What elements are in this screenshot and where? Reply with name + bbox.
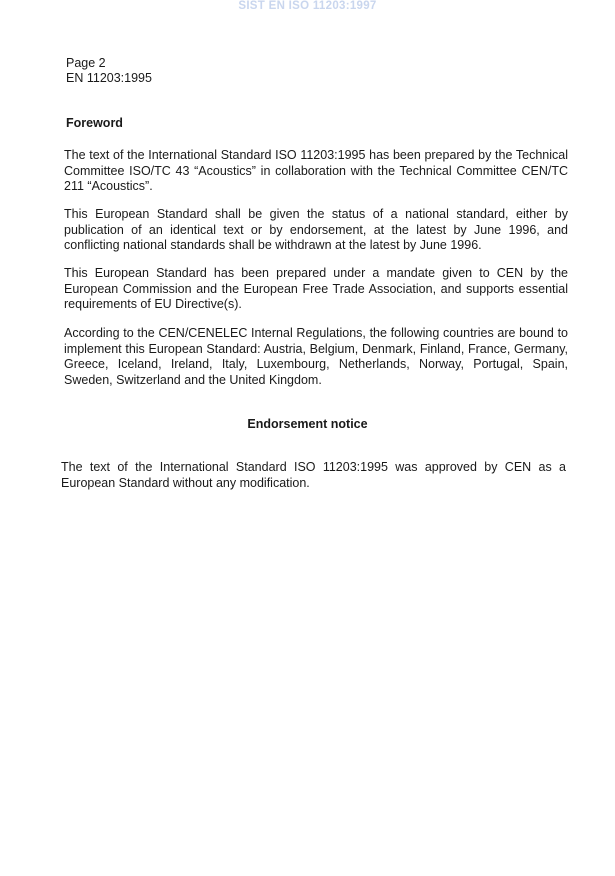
foreword-paragraph: According to the CEN/CENELEC Internal Regulations, the following countries are bound to implement this European Standard: Austria, Belgium, Denmark, Finland, France, Germany, Greece, Iceland, Ireland, Italy, Luxembourg, Netherlands, Norway, Portugal, Spain, Sweden, Switzerland and the United Kingdom. — [64, 326, 568, 387]
foreword-heading: Foreword — [66, 116, 123, 130]
standard-reference: EN 11203:1995 — [66, 71, 152, 85]
foreword-paragraph: This European Standard shall be given the status of a national standard, either by publication of an identical text or by endorsement, at the latest by June 1996, and conflicting national standards shall be withdrawn at the latest by June 1996. — [64, 207, 568, 252]
endorsement-paragraph: The text of the International Standard ISO 11203:1995 was approved by CEN as a European Standard without any modification. — [61, 460, 566, 490]
page-number: Page 2 — [66, 56, 106, 70]
foreword-paragraph: This European Standard has been prepared under a mandate given to CEN by the European Commission and the European Free Trade Association, and supports essential requirements of EU Directive(s). — [64, 266, 568, 311]
document-watermark: SIST EN ISO 11203:1997 — [238, 0, 377, 12]
endorsement-heading: Endorsement notice — [247, 417, 368, 431]
foreword-paragraph: The text of the International Standard ISO 11203:1995 has been prepared by the Technical Committee ISO/TC 43 “Acoustics” in collaboration with the Technical Committee CEN/TC 211 “Acoustics”. — [64, 148, 568, 193]
page-header — [66, 56, 152, 86]
